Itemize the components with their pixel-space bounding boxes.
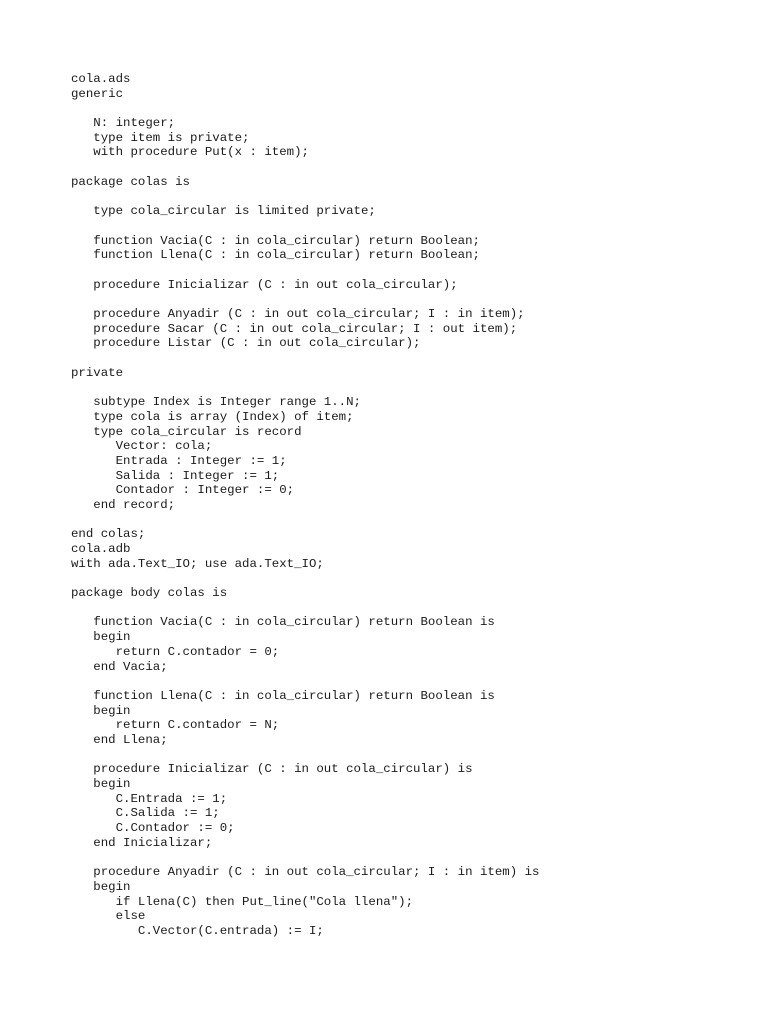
code-line: end Vacia;: [71, 659, 168, 674]
code-line: C.Entrada := 1;: [71, 791, 228, 806]
code-line: Vector: cola;: [71, 439, 213, 454]
code-line: [71, 292, 751, 307]
code-line: type cola_circular is limited private;: [71, 204, 376, 219]
code-line: generic: [71, 86, 124, 101]
code-line: [71, 850, 751, 865]
code-line: [71, 380, 751, 395]
code-line: Salida : Integer := 1;: [71, 468, 280, 483]
code-line: begin: [71, 703, 131, 718]
code-line: [71, 263, 751, 278]
code-line: end record;: [71, 497, 176, 512]
code-line: procedure Anyadir (C : in out cola_circular; I : in item);: [71, 307, 525, 321]
code-line: Entrada : Integer := 1;: [71, 453, 287, 468]
code-line: with procedure Put(x : item);: [71, 145, 309, 160]
code-line: C.Vector(C.entrada) := I;: [71, 923, 324, 938]
code-line: [71, 571, 751, 586]
code-line: [71, 190, 751, 205]
code-line: begin: [71, 777, 131, 791]
code-line: N: integer;: [71, 116, 176, 131]
code-line: [71, 674, 751, 689]
code-line: [71, 748, 751, 763]
code-line: function Vacia(C : in cola_circular) return Boolean;: [71, 233, 480, 248]
code-line: end Llena;: [71, 732, 168, 747]
code-line: end colas;: [71, 527, 146, 542]
code-line: end Inicializar;: [71, 835, 213, 850]
code-line: with ada.Text_IO; use ada.Text_IO;: [71, 556, 324, 571]
code-line: subtype Index is Integer range 1..N;: [71, 395, 361, 410]
code-line: procedure Anyadir (C : in out cola_circular; I : in item) is: [71, 865, 540, 880]
code-line: [71, 513, 751, 528]
code-line: if Llena(C) then Put_line("Cola llena");: [71, 894, 414, 909]
code-line: cola.adb: [71, 542, 131, 556]
code-line: [71, 601, 751, 616]
code-line: begin: [71, 630, 131, 645]
code-line: package colas is: [71, 174, 190, 189]
code-line: type item is private;: [71, 130, 250, 145]
code-line: procedure Inicializar (C : in out cola_circular);: [71, 277, 458, 292]
code-line: procedure Inicializar (C : in out cola_circular) is: [71, 762, 473, 777]
code-line: [71, 160, 751, 175]
code-line: type cola_circular is record: [71, 424, 302, 439]
code-line: procedure Listar (C : in out cola_circular);: [71, 336, 421, 351]
code-line: package body colas is: [71, 586, 228, 601]
code-line: function Vacia(C : in cola_circular) return Boolean is: [71, 615, 495, 630]
code-line: begin: [71, 879, 131, 894]
code-line: C.Contador := 0;: [71, 821, 235, 836]
code-line: procedure Sacar (C : in out cola_circular; I : out item);: [71, 321, 518, 336]
code-line: function Llena(C : in cola_circular) return Boolean;: [71, 248, 480, 263]
code-line: return C.contador = 0;: [71, 644, 280, 659]
code-line: [71, 101, 751, 116]
code-line: else: [71, 909, 146, 924]
code-line: cola.ads: [71, 72, 131, 86]
code-line: return C.contador = N;: [71, 718, 280, 733]
code-line: type cola is array (Index) of item;: [71, 409, 354, 424]
code-line: function Llena(C : in cola_circular) return Boolean is: [71, 688, 495, 703]
code-line: Contador : Integer := 0;: [71, 483, 295, 498]
code-line: C.Salida := 1;: [71, 806, 220, 821]
code-line: private: [71, 365, 124, 380]
code-line: [71, 219, 751, 234]
code-line: [71, 351, 751, 366]
code-listing: [71, 72, 751, 939]
